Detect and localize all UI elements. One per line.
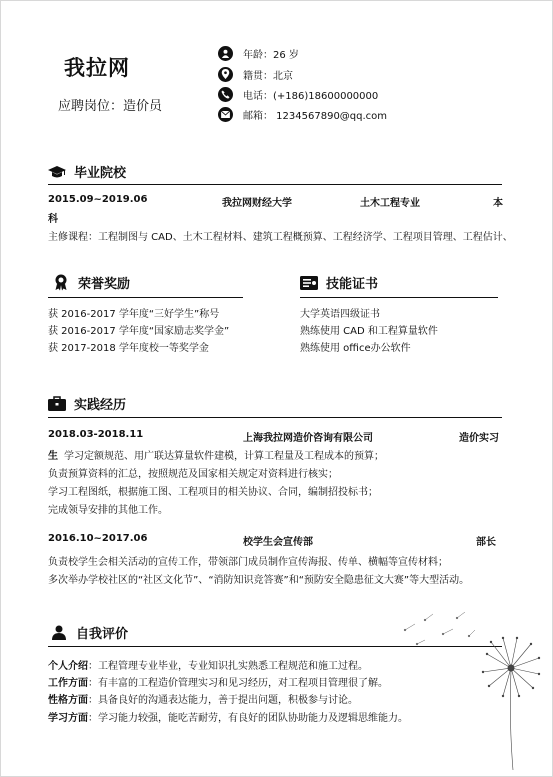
phone-icon: [218, 87, 233, 102]
self-eval-item: [48, 709, 408, 724]
section-self-eval-title: 自我评价: [76, 627, 129, 642]
info-email-text: 邮箱： 1234567890@qq.com: [243, 110, 388, 122]
job-org: 校学生会宣传部: [243, 537, 313, 548]
info-email: [218, 106, 387, 122]
certs-rule: [300, 297, 498, 298]
section-awards-heading: [52, 273, 130, 292]
education-degree-part2: 科: [48, 214, 58, 225]
award-item: 获 2017-2018 学年度校一等奖学金: [48, 343, 209, 354]
education-degree-part1: 本: [493, 198, 503, 209]
education-courses: 主修课程：工程制图与 CAD、土木工程材料、建筑工程概预算、工程经济学、工程项目管理、工程估计、: [48, 232, 513, 243]
user-icon: [50, 625, 68, 641]
candidate-name: 我拉网: [64, 56, 130, 80]
section-self-eval-heading: [50, 623, 128, 642]
section-awards-title: 荣誉奖励: [78, 277, 131, 292]
job-line: 学习定额规范、用广联达算量软件建模，计算工程量及工程成本的预算；: [64, 451, 384, 462]
applied-position: 应聘岗位：造价员: [58, 99, 163, 114]
info-age-text: 年龄：26 岁: [243, 49, 299, 61]
graduation-cap-icon: [48, 164, 66, 180]
envelope-icon: [218, 107, 233, 122]
self-eval-text: ：有丰富的工程造价管理实习和见习经历，对工程项目管理很了解。: [88, 678, 388, 689]
education-major: 土木工程专业: [360, 198, 420, 209]
award-item: 获 2016-2017 学年度“三好学生”称号: [48, 309, 220, 320]
practice-rule: [48, 417, 502, 418]
awards-rule: [48, 297, 243, 298]
info-age: [218, 45, 299, 61]
self-eval-text: ：学习能力较强，能吃苦耐劳，有良好的团队协助能力及逻辑思维能力。: [88, 713, 408, 724]
self-eval-label: 工作方面: [48, 678, 88, 689]
self-eval-item: [48, 691, 358, 706]
self-eval-item: [48, 674, 388, 689]
info-origin-text: 籍贯：北京: [243, 70, 293, 82]
job-role: 造价实习: [459, 433, 499, 444]
job-dates: 2018.03-2018.11: [48, 429, 144, 440]
person-icon: [218, 46, 233, 61]
section-education-title: 毕业院校: [74, 166, 127, 181]
info-phone: [218, 86, 378, 102]
job-role: 部长: [476, 537, 496, 548]
job-line: 负责校学生会相关活动的宣传工作，带领部门成员制作宣传海报、传单、横幅等宣传材料；: [48, 557, 448, 568]
cert-item: 熟练使用 CAD 和工程算量软件: [300, 326, 438, 337]
info-phone-text: 电话：(+186)18600000000: [243, 90, 379, 102]
self-eval-item: [48, 657, 368, 672]
section-certs-title: 技能证书: [326, 277, 379, 292]
job-line: 完成领导安排的其他工作。: [48, 505, 168, 516]
job-line: 负责预算资料的汇总，按照规范及国家相关规定对资料进行核实；: [48, 469, 338, 480]
education-rule: [48, 184, 502, 185]
job-dates: 2016.10~2017.06: [48, 533, 148, 544]
award-item: 获 2016-2017 学年度“国家励志奖学金”: [48, 326, 230, 337]
job-org: 上海我拉网造价咨询有限公司: [243, 433, 373, 444]
section-practice-title: 实践经历: [74, 398, 127, 413]
certificate-icon: [300, 275, 318, 291]
section-practice-heading: [48, 394, 126, 413]
dandelion-decoration-icon: [395, 612, 550, 772]
section-certs-heading: [300, 273, 378, 292]
cert-item: 熟练使用 office办公软件: [300, 343, 411, 354]
self-eval-text: ：具备良好的沟通表达能力，善于提出问题，积极参与讨论。: [88, 695, 358, 706]
self-eval-label: 性格方面: [48, 695, 88, 706]
job-line: 多次举办学校社区的“社区文化节”、“消防知识竞答赛”和“预防安全隐患征文大赛”等大型活动。: [48, 575, 470, 586]
self-eval-text: ：工程管理专业毕业，专业知识扎实熟悉工程规范和施工过程。: [88, 661, 368, 672]
self-eval-label: 学习方面: [48, 713, 88, 724]
self-eval-label: 个人介绍: [48, 661, 88, 672]
location-pin-icon: [218, 67, 233, 82]
job-role-continued: 生: [48, 451, 58, 462]
section-education-heading: [48, 162, 126, 181]
job-line: 学习工程图纸，根据施工图、工程项目的相关协议、合同，编制招投标书；: [48, 487, 378, 498]
briefcase-icon: [48, 396, 66, 412]
education-dates: 2015.09~2019.06: [48, 194, 148, 205]
education-school: 我拉网财经大学: [222, 198, 292, 209]
medal-icon: [52, 275, 70, 291]
info-origin: [218, 66, 293, 82]
cert-item: 大学英语四级证书: [300, 309, 380, 320]
